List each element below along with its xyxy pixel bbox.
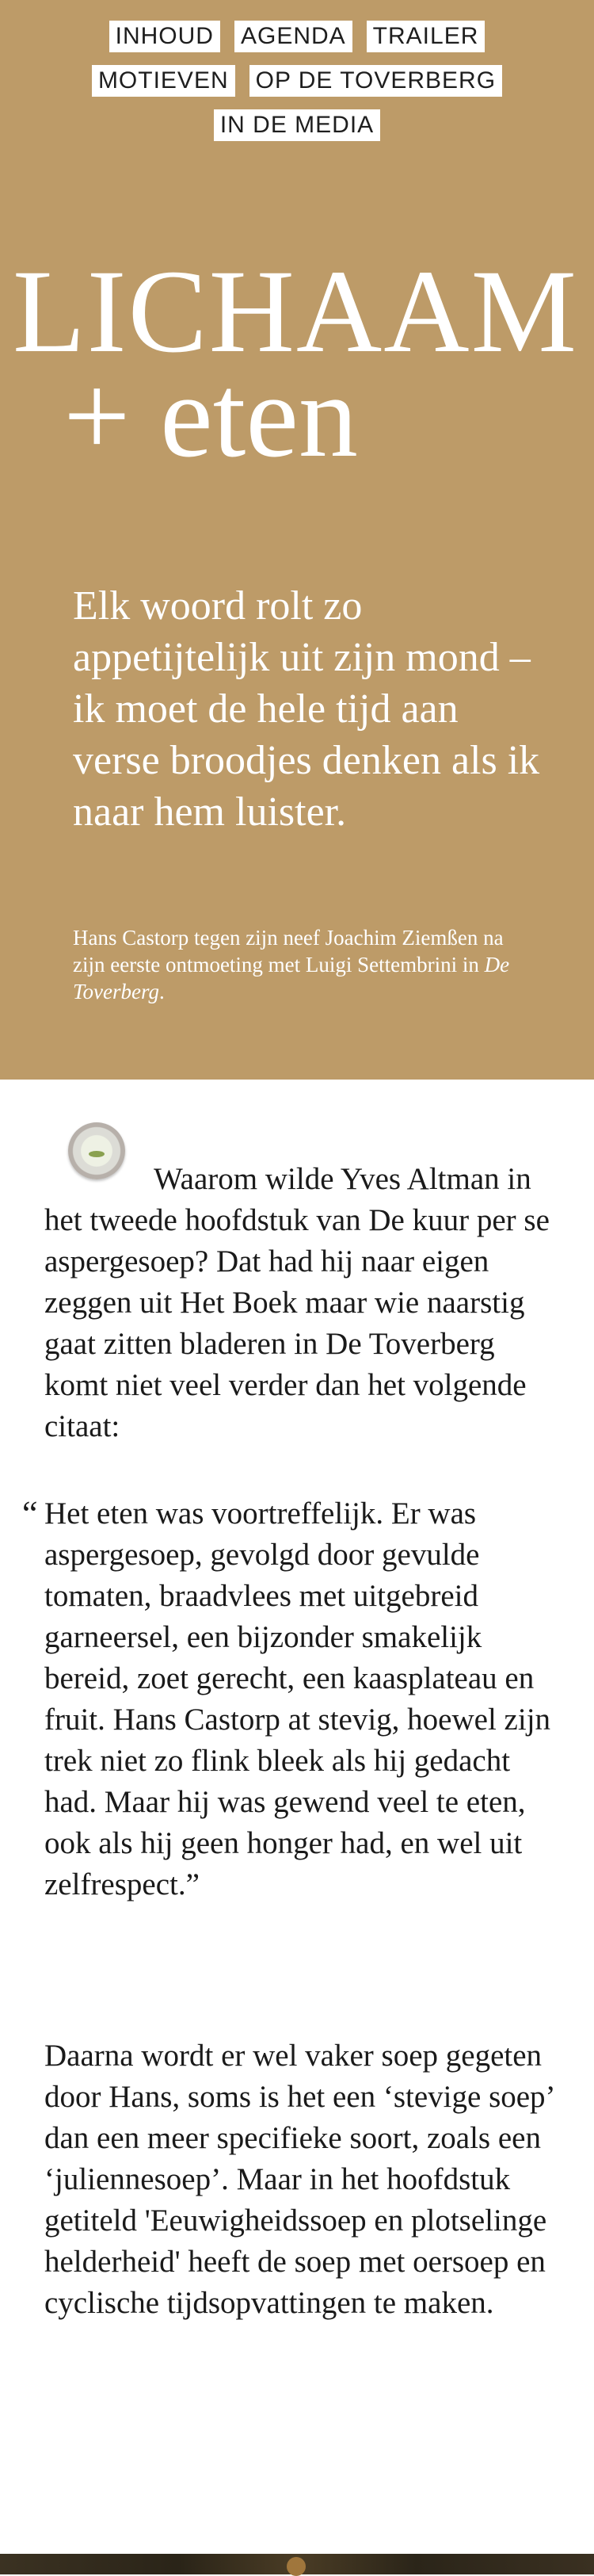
nav-motieven[interactable]: MOTIEVEN [92,65,235,97]
intro-paragraph: Waarom wilde Yves Altman in het tweede hoofdstuk van De kuur per se aspergesoep? Dat had hij naar eigen zeggen uit Het Boek maar wie naarstig gaat zitten bladeren in De Toverberg komt niet veel verder dan het volgende citaat: [44,1162,550,1443]
pull-quote: Elk woord rolt zo appetijtelijk uit zijn mond – ik moet de hele tijd aan verse broodjes denken als ik naar hem luister. [73,583,540,835]
main-nav [0,21,594,154]
caption-text: Hans Castorp tegen zijn neef Joachim Ziemßen na zijn eerste ontmoeting met Luigi Settembrini in [73,926,504,977]
pull-quote-caption [73,924,516,1005]
nav-inhoud[interactable]: INHOUD [109,21,220,52]
hero-section [0,0,594,1080]
followup-paragraph: Daarna wordt er wel vaker soep gegeten door Hans, soms is het een ‘stevige soep’ dan een meer specifieke soort, zoals een ‘juliennesoep’. Maar in het hoofdstuk getiteld 'Eeuwigheidssoep en plotselinge helderheid' heeft de soep met oersoep en cyclische tijdsopvattingen te maken. [44,2039,554,2320]
nav-row-1 [0,21,594,52]
nav-in-de-media[interactable]: IN DE MEDIA [214,109,380,141]
nav-row-3 [0,109,594,141]
page-title-line2: + eten [63,350,358,482]
caption-end: . [159,980,165,1003]
nav-op-de-toverberg[interactable]: OP DE TOVERBERG [249,65,502,97]
quote-mark: “ [22,1494,38,1533]
book-citation: Het eten was voortreffelijk. Er was aspergesoep, gevolgd door gevulde tomaten, braadvlees met uitgebreid garneersel, een bijzonder smakelijk bereid, zoet gerecht, een kaasplateau en fruit. Hans Castorp at stevig, hoewel zijn trek niet zo flink bleek als hij gedacht had. Maar hij was gewend veel te eten, ook als hij geen honger had, en wel uit zelfrespect.” [44,1496,551,1901]
nav-row-2 [0,65,594,97]
next-section-image-edge [0,2554,594,2574]
page-title-line1: LICHAAM [13,246,578,377]
caption-book-title: De Toverberg [73,953,510,1003]
nav-trailer[interactable]: TRAILER [367,21,485,52]
nav-agenda[interactable]: AGENDA [234,21,352,52]
